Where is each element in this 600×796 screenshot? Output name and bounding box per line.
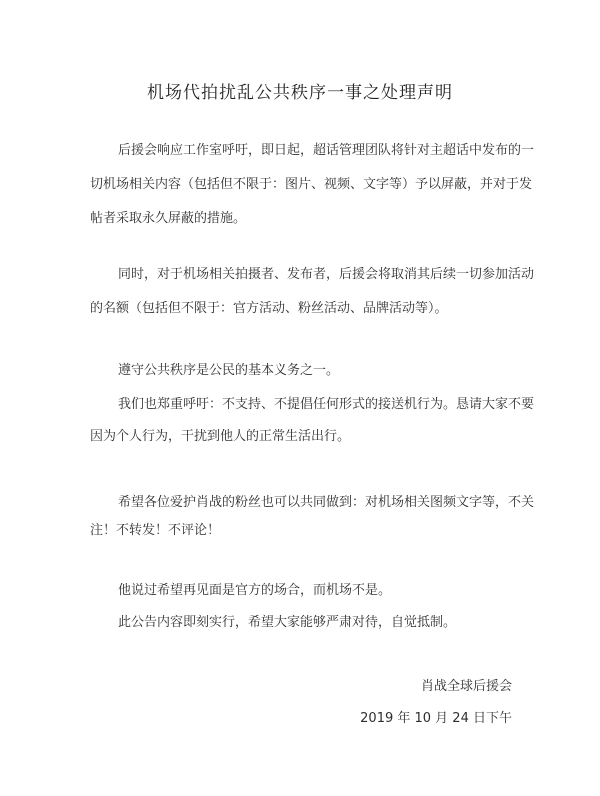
paragraph-5-line-2: 此公告内容即刻实行，希望大家能够严肃对待，自觉抵制。 [118,615,457,630]
paragraph-2-line-2: 的名额（包括但不限于：官方活动、粉丝活动、品牌活动等）。 [90,301,448,316]
paragraph-3-line-2: 我们也郑重呼吁：不支持、不提倡任何形式的接送机行为。恳请大家不要 [118,397,535,412]
signature: 肖战全球后援会 [420,679,512,694]
page-title: 机场代拍扰乱公共秩序一事之处理声明 [147,83,453,103]
paragraph-1-line-2: 切机场相关内容（包括但不限于：图片、视频、文字等）予以屏蔽，并对于发 [90,177,533,192]
paragraph-4-line-2: 注！不转发！不评论！ [90,523,221,538]
paragraph-3-line-3: 因为个人行为，干扰到他人的正常生活出行。 [90,429,351,444]
paragraph-2-line-1: 同时，对于机场相关拍摄者、发布者，后援会将取消其后续一切参加活动 [118,267,535,282]
paragraph-5-line-1: 他说过希望再见面是官方的场合，而机场不是。 [118,583,392,598]
date: 2019 年 10 月 24 日下午 [360,711,512,726]
paragraph-4-line-1: 希望各位爱护肖战的粉丝也可以共同做到：对机场相关图频文字等，不关 [118,495,535,510]
paragraph-3-line-1: 遵守公共秩序是公民的基本义务之一。 [118,363,340,378]
paragraph-1-line-1: 后援会响应工作室呼吁，即日起，超话管理团队将针对主超话中发布的一 [118,143,535,158]
paragraph-1-line-3: 帖者采取永久屏蔽的措施。 [90,211,247,226]
